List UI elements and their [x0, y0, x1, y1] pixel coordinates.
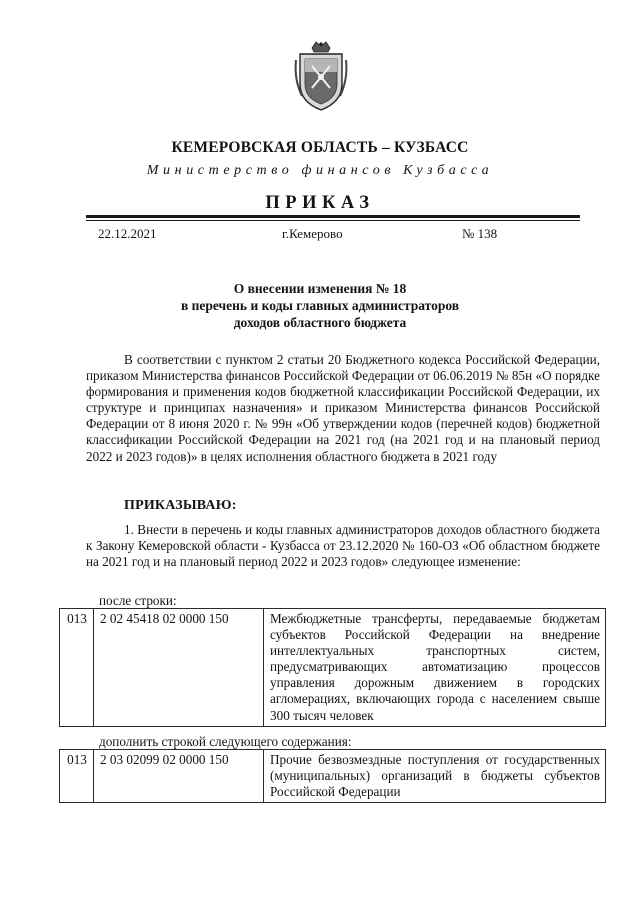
header-divider-thin	[86, 220, 580, 221]
coat-of-arms-icon	[292, 40, 350, 114]
region-title: КЕМЕРОВСКАЯ ОБЛАСТЬ – КУЗБАСС	[171, 139, 469, 156]
title-line-2: в перечень и коды главных администраторов	[180, 298, 460, 313]
new-row-table	[59, 749, 606, 803]
document-number: № 138	[462, 226, 498, 241]
existing-row-table	[59, 608, 606, 727]
after-row-label: после строки:	[99, 593, 177, 608]
income-name-cell: Прочие безвозмездные поступления от государственных (муниципальных) организаций в бюджеты субъектов Российской Федерации	[264, 750, 606, 803]
title-line-3: доходов областного бюджета	[233, 315, 407, 330]
income-code-cell: 2 02 45418 02 0000 150	[94, 609, 264, 727]
admin-code-cell: 013	[60, 609, 94, 727]
table-row	[60, 609, 606, 727]
document-type: ПРИКАЗ	[265, 193, 375, 213]
admin-code-cell: 013	[60, 750, 94, 803]
income-name-cell: Межбюджетные трансферты, передаваемые бюджетам субъектов Российской Федерации на внедрение интеллектуальных транспортных систем, предусматривающих автоматизацию процессов управления дорожным движением в городских агломерациях, включающих города с населением свыше 300 тысяч человек	[264, 609, 606, 727]
document-city: г.Кемерово	[282, 226, 343, 241]
add-row-label: дополнить строкой следующего содержания:	[99, 734, 352, 749]
order-heading: ПРИКАЗЫВАЮ:	[124, 498, 237, 513]
document-date: 22.12.2021	[98, 226, 157, 241]
order-item-1: 1. Внести в перечень и коды главных администраторов доходов областного бюджета к Закону Кемеровской области - Кузбасса от 23.12.2020 № 160-ОЗ «Об областном бюджете на 2021 год и на плановый период 2022 и 2023 годов» следующее изменение:	[86, 522, 600, 570]
ministry-name: Министерство финансов Кузбасса	[146, 163, 494, 178]
income-code-cell: 2 03 02099 02 0000 150	[94, 750, 264, 803]
header-divider-thick	[86, 215, 580, 218]
table-row	[60, 750, 606, 803]
title-line-1: О внесении изменения № 18	[233, 281, 407, 296]
preamble-paragraph: В соответствии с пунктом 2 статьи 20 Бюджетного кодекса Российской Федерации, приказом Министерства финансов Российской Федерации от 06.06.2019 № 85н «О порядке формирования и применения кодов бюджетной классификации Российской Федерации, их структуре и принципах назначения» и приказом Министерства финансов Российской Федерации от 8 июня 2020 г. № 99н «Об утверждении кодов (перечней кодов) бюджетной классификации Российской Федерации на 2021 год (на 2021 год и на плановый период 2022 и 2023 годов)» в целях исполнения областного бюджета в 2021 году	[86, 352, 600, 464]
document-title	[0, 280, 640, 331]
